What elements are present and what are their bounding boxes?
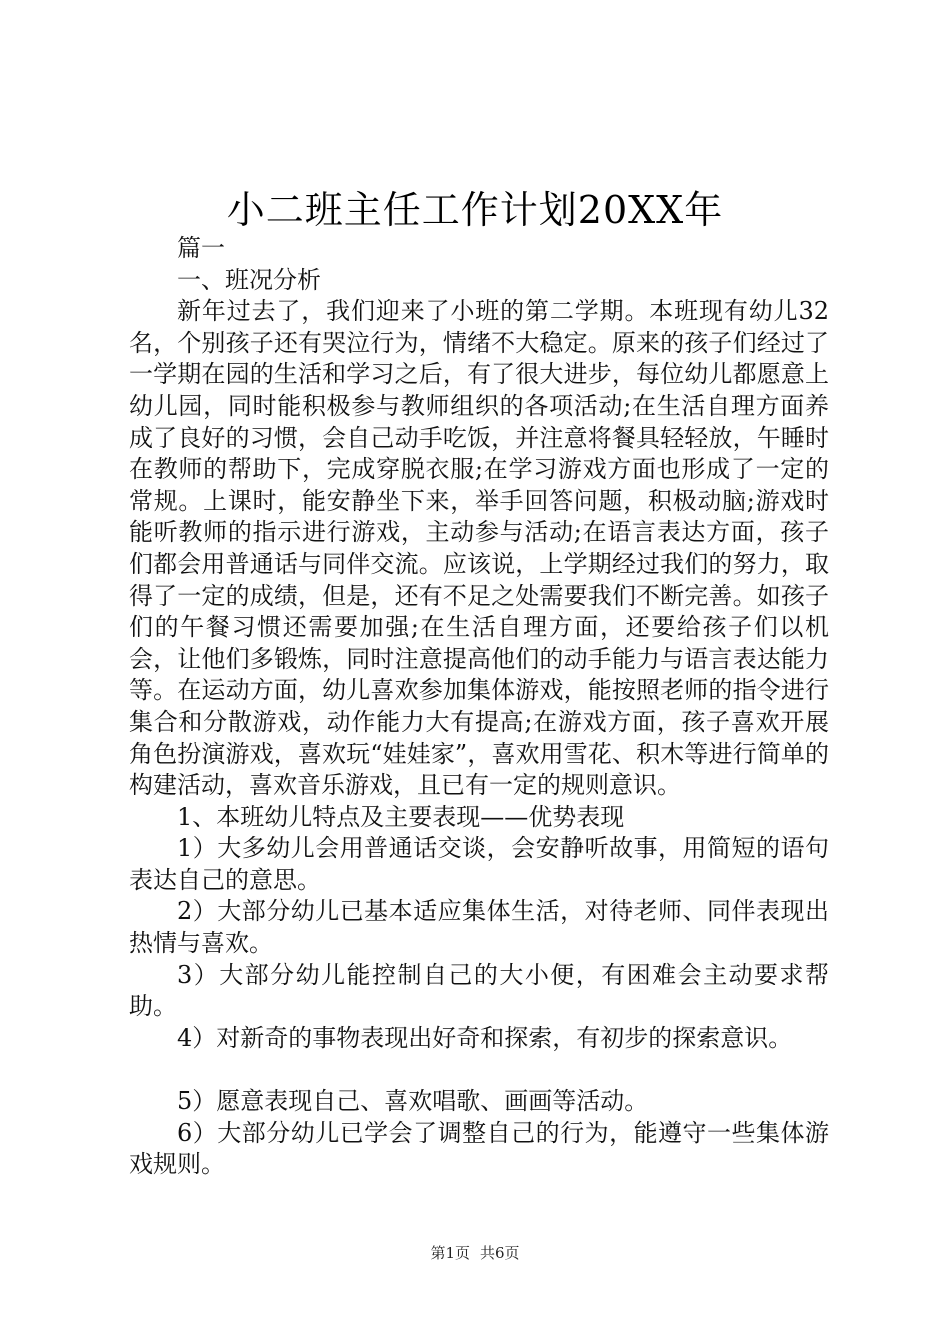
page-footer xyxy=(0,1243,950,1263)
section-heading: 一、班况分析 xyxy=(177,265,321,294)
list-item: 5）愿意表现自己、喜欢唱歌、画画等活动。 xyxy=(177,1087,649,1116)
list-item: 3）大部分幼儿能控制自己的大小便，有困难会主动要求帮助。 xyxy=(129,960,829,1021)
page-number: 第1页 xyxy=(430,1244,470,1262)
list-item: 2）大部分幼儿已基本适应集体生活，对待老师、同伴表现出热情与喜欢。 xyxy=(129,897,829,958)
list-item: 1）大多幼儿会用普通话交谈，会安静听故事，用简短的语句表达自己的意思。 xyxy=(129,834,829,894)
section-label: 篇一 xyxy=(177,234,225,262)
document-title: 小二班主任工作计划20XX年 xyxy=(226,188,724,232)
subsection-heading: 1、本班幼儿特点及主要表现——优势表现 xyxy=(177,802,625,831)
list-item: 4）对新奇的事物表现出好奇和探索，有初步的探索意识。 xyxy=(177,1023,793,1052)
list-item: 6）大部分幼儿已学会了调整自己的行为，能遵守一些集体游戏规则。 xyxy=(129,1118,829,1179)
page-total: 共6页 xyxy=(480,1244,520,1262)
document-body xyxy=(129,233,829,1181)
intro-paragraph: 新年过去了，我们迎来了小班的第二学期。本班现有幼儿32名，个别孩子还有哭泣行为，情绪不大稳定。原来的孩子们经过了一学期在园的生活和学习之后，有了很大进步，每位幼儿都愿意上幼儿园，同时能积极参与教师组织的各项活动;在生活自理方面养成了良好的习惯，会自己动手吃饭，并注意将餐具轻轻放，午睡时在教师的帮助下，完成穿脱衣服;在学习游戏方面也形成了一定的常规。上课时，能安静坐下来，举手回答问题，积极动脑;游戏时能听教师的指示进行游戏，主动参与活动;在语言表达方面，孩子们都会用普通话与同伴交流。应该说，上学期经过我们的努力，取得了一定的成绩，但是，还有不足之处需要我们不断完善。如孩子们的午餐习惯还需要加强;在生活自理方面，还要给孩子们以机会，让他们多锻炼，同时注意提高他们的动手能力与语言表达能力等。在运动方面，幼儿喜欢参加集体游戏，能按照老师的指令进行集合和分散游戏，动作能力大有提高;在游戏方面，孩子喜欢开展角色扮演游戏，喜欢玩“娃娃家”，喜欢用雪花、积木等进行简单的构建活动，喜欢音乐游戏，且已有一定的规则意识。 xyxy=(129,297,829,800)
